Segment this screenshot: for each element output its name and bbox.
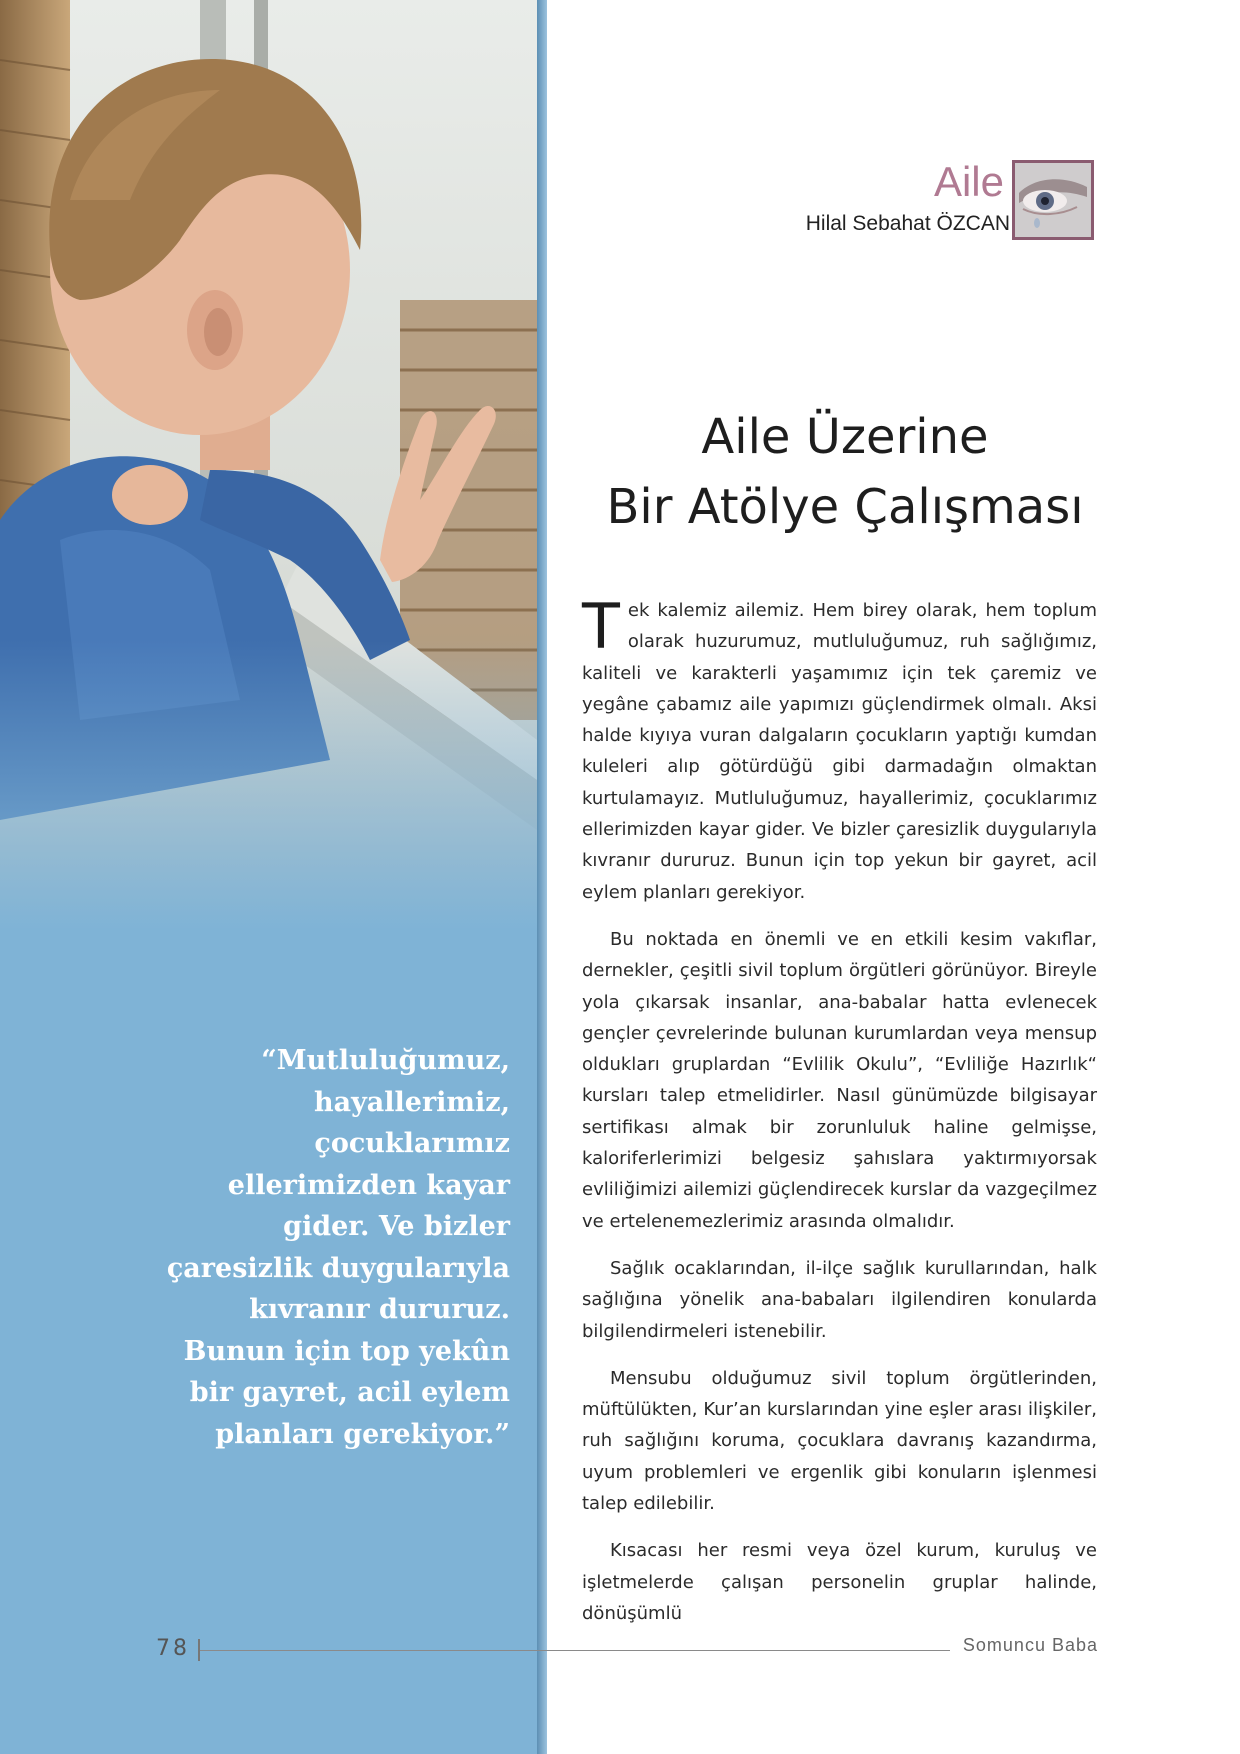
eye-tear-icon — [1012, 160, 1094, 240]
article-title — [560, 402, 1130, 542]
footer-rule — [200, 1650, 950, 1651]
author-name: Hilal Sebahat ÖZCAN — [805, 212, 1010, 235]
page-number: 78 — [156, 1636, 190, 1661]
magazine-name: Somuncu Baba — [962, 1635, 1098, 1655]
article-body — [582, 590, 1097, 1645]
paragraph-3: Sağlık ocaklarından, il-ilçe sağlık kurullarından, halk sağlığına yönelik ana-babaları ilgilendiren konularda bilgilendirmeleri istenebilir. — [582, 1257, 1097, 1342]
panel-divider — [537, 0, 547, 1754]
pull-quote: “Mutluluğumuz, hayallerimiz, çocuklarımız ellerimizden kayar gider. Ve bizler çaresizlik duygularıyla kıvranır dururuz. Bunun için top yekûn bir gayret, acil eylem planları gerekiyor.” — [166, 1045, 510, 1450]
boy-at-window-illustration — [0, 0, 537, 930]
paragraph-2: Bu noktada en önemli ve en etkili kesim vakıflar, dernekler, çeşitli sivil toplum örgütleri görünüyor. Bireyle yola çıkarsak insanlar, ana-babalar hatta evlenecek gençler çevrelerinde bulunan kurumlardan veya mensup oldukları gruplardan “Evlilik Okulu”, “Evliliğe Hazırlık“ kursları talep etmelidirler. Nasıl günümüzde bilgisayar sertifikası almak bir zorunluluk haline gelmişse, kaloriferlerimizi belgesiz şahıslara yaktırmıyorsak evliliğimizi ailemizi güçlendirecek kurslar da vazgeçilmez ve ertelenemezlerimiz arasında olmalıdır. — [582, 928, 1097, 1232]
paragraph-4: Mensubu olduğumuz sivil toplum örgütlerinden, müftülükten, Kur’an kurslarından yine eşler arası ilişkiler, ruh sağlığını koruma, çocuklara davranış kazandırma, uyum problemleri ve ergenlik gibi konuların işlenmesi talep edilebilir. — [582, 1367, 1097, 1515]
article-title-line-1: Aile Üzerine — [701, 409, 989, 465]
section-title: Aile — [933, 158, 1004, 205]
article-title-line-2: Bir Atölye Çalışması — [606, 479, 1084, 535]
drop-cap: T — [582, 590, 620, 663]
boy-at-window-photo — [0, 0, 537, 930]
paragraph-1-text: ek kalemiz ailemiz. Hem birey olarak, hem toplum olarak huzurumuz, mutluluğumuz, ruh sağlığımız, kaliteli ve karakterli yaşamımız için tek çaremiz ve yegâne çabamız aile yapımızı güçlendirmek olmalı. Aksi halde kıyıya vuran dalgaların çocukların yaptığı kumdan kuleleri alıp götürdüğü gibi darmadağın olmaktan kurtulamayız. Mutluluğumuz, hayallerimiz, çocuklarımız ellerimizden kayar gider. Ve bizler çaresizlik duygularıyla kıvranır dururuz. Bunun için top yekun bir gayret, acil eylem planları gerekiyor. — [582, 600, 1097, 903]
paragraph-1 — [582, 590, 1097, 908]
left-panel — [0, 0, 537, 1754]
paragraph-5: Kısacası her resmi veya özel kurum, kuruluş ve işletmelerde çalışan personelin gruplar halinde, dönüşümlü — [582, 1540, 1097, 1624]
